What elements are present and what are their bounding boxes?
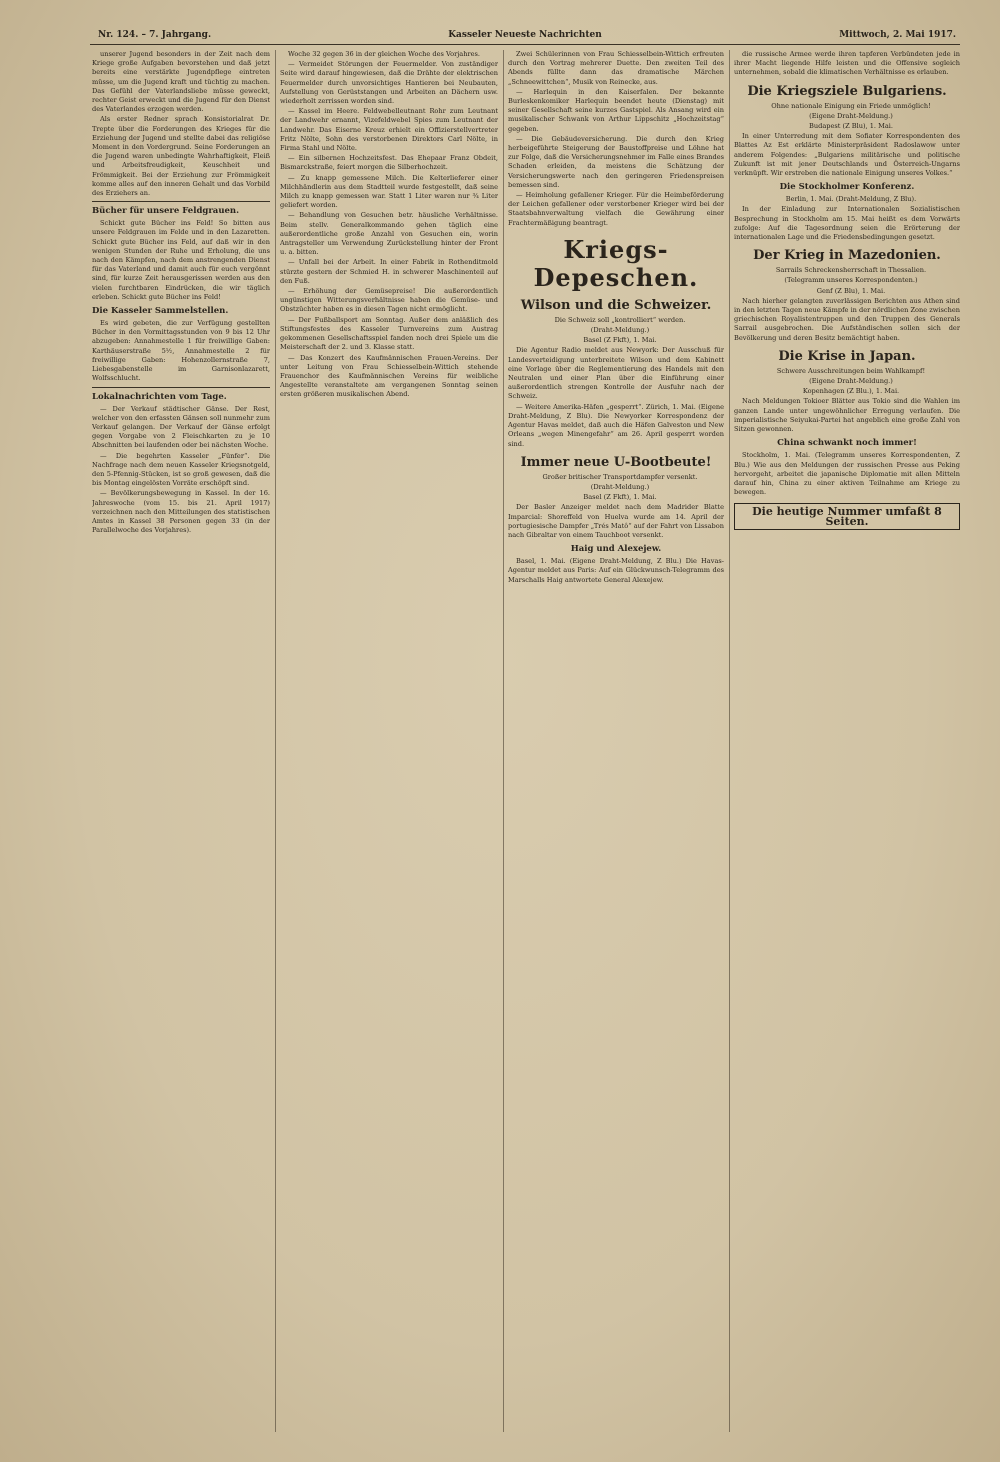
article-paragraph: Basel, 1. Mai. (Eigene Draht-Meldung, Z Blu.) Die Havas-Agentur meldet aus Paris: Auf ein Glückwunsch-Telegramm des Marschalls Haig antwortete General Alexejew. bbox=[508, 557, 724, 584]
article-paragraph: — Behandlung von Gesuchen betr. häusliche Verhältnisse. Beim stellv. Generalkommando gehen täglich eine außerordentliche große Anzahl von Gesuchen ein, worin Antragsteller um Verwendung Zurückstellung hinter der Front u. a. bitten. bbox=[280, 211, 498, 257]
article-paragraph: Nach Meldungen Tokioer Blätter aus Tokio sind die Wahlen im ganzen Lande unter ungewöhnlicher Erregung verlaufen. Die imperialistische Seiyukai-Partei hat angeblich eine große Zahl von Sitzen gewonnen. bbox=[734, 397, 960, 434]
article-paragraph: In einer Unterredung mit dem Sofiater Korrespondenten des Blattes Az Est erklärte Ministerpräsident Radoslawow unter anderem Folgendes: „Bulgariens militärische und politische Zukunft ist mit jener Deutschlands und Österreich-Ungarns verknüpft. Wir erstreben die nationale Einigung unseres Volkes.“ bbox=[734, 132, 960, 178]
source-line: (Draht-Meldung.) bbox=[590, 326, 650, 335]
article-paragraph: Schickt gute Bücher ins Feld! So bitten aus unsere Feldgrauen im Felde und in den Lazaretten. Schickt gute Bücher ins Feld, auf daß wir in den wenigen Stunden der Ruhe und Erholung, die uns nach den Kämpfen, nach dem anstrengenden Dienst für das Vaterland und damit auch für euch vergönnt sind, für kurze Zeit herausgerissen werden aus den vielen furchtbaren Eindrücken, die wir täglich erleben. Schickt gute Bücher ins Feld! bbox=[92, 219, 270, 301]
headline-macedonia: Der Krieg in Mazedonien. bbox=[753, 248, 941, 264]
section-heading: Lokalnachrichten vom Tage. bbox=[92, 391, 227, 402]
article-paragraph: — Bevölkerungsbewegung in Kassel. In der 16. Jahreswoche (vom 15. bis 21. April 1917) verzeichnen nach den Mitteilungen des statistischen Amtes in Kassel 38 Personen gegen 33 (in der Parallelwoche des Vorjahres). bbox=[92, 489, 270, 535]
article-paragraph: Die Agentur Radio meldet aus Newyork: Der Ausschuß für Landesverteidigung unterbreitete Wilson und dem Kabinett eine Vorlage über die Reglementierung des Handels mit den Neutralen und einer Plan über die Einführung einer außerordentlich strengen Kontrolle der Ausfuhr nach der Schweiz. bbox=[508, 346, 724, 401]
paper-name: Kasseler Neueste Nachrichten bbox=[448, 30, 602, 40]
source-line: (Draht-Meldung.) bbox=[590, 482, 650, 491]
dateline: Berlin, 1. Mai. (Draht-Meldung, Z Blu). bbox=[785, 195, 917, 204]
source-line: (Eigene Draht-Meldung.) bbox=[809, 377, 893, 386]
issue-number: Nr. 124. – 7. Jahrgang. bbox=[98, 30, 212, 40]
column-rule bbox=[729, 50, 730, 1432]
headline-japan: Die Krise in Japan. bbox=[778, 348, 916, 364]
article-paragraph: — Ein silbernen Hochzeitsfest. Das Ehepaar Franz Obdeit, Bismarckstraße, feiert morgen die Silberhochzeit. bbox=[280, 154, 498, 172]
article-paragraph: — Unfall bei der Arbeit. In einer Fabrik in Rothenditmold stürzte gestern der Schmied H. in schwerer Maschinenteil auf den Fuß. bbox=[280, 258, 498, 285]
section-heading: Bücher für unsere Feldgrauen. bbox=[92, 206, 240, 217]
subheading: Schwere Ausschreitungen beim Wahlkampf! bbox=[776, 366, 926, 375]
divider bbox=[92, 201, 270, 202]
subheading: Sarrails Schreckensherrschaft in Thessalien. bbox=[775, 266, 927, 275]
column-1 bbox=[92, 50, 270, 1432]
article-paragraph: In der Einladung zur Internationalen Sozialistischen Besprechung in Stockholm am 15. Mai heißt es dem Vorwärts zufolge: Auf die Tagesordnung seien die Erörterung der internationalen Lage und die Friedensbedingungen gesetzt. bbox=[734, 205, 960, 242]
article-paragraph: — Die begehrten Kasseler „Fünfer“. Die Nachfrage nach dem neuen Kasseler Kriegsnotgeld, den 5-Pfennig-Stücken, ist so groß gewesen, daß die bis Montag eingelösten Vorräte erschöpft sind. bbox=[92, 451, 270, 488]
article-paragraph: — Vermeidet Störungen der Feuermelder. Von zuständiger Seite wird darauf hingewiesen, daß die Drähte der elektrischen Feuermelder durch unvorsichtiges Hantieren bei Neubauten, Aufstellung von Gerüststangen und Arbeiten an Dächern usw. wiederholt zerrissen worden sind. bbox=[280, 60, 498, 106]
article-paragraph: Als erster Redner sprach Konsistorialrat Dr. Trepte über die Forderungen des Krieges für die Erziehung der Jugend und stellte dabei das religiöse Moment in den Vordergrund. Seine Forderungen an die Jugend waren unbedingte Wahrhaftigkeit, Fleiß und Arbeitsfreudigkeit, Keuschheit und Frömmigkeit. Bei der Erziehung zur Frömmigkeit komme alles auf den inneren Gehalt und das Vorbild des Erziehers an. bbox=[92, 115, 270, 198]
subheading: Die Schweiz soll „kontrolliert“ werden. bbox=[554, 315, 686, 324]
headline-wilson: Wilson und die Schweizer. bbox=[520, 297, 712, 313]
article-paragraph: — Der Verkauf städtischer Gänse. Der Rest, welcher von den erfassten Gänsen soll nunmehr zum Verkauf gelangen. Der Verkauf der Gänse erfolgt gegen Vorgabe von 2 Fleischkarten zu je 10 Abschnitten bei laufenden oder bei nächsten Woche. bbox=[92, 404, 270, 450]
dateline: Basel (Z Fkft), 1. Mai. bbox=[583, 493, 657, 502]
article-paragraph: Es wird gebeten, die zur Verfügung gestellten Bücher in den Vormittagsstunden von 9 bis 12 Uhr abzugeben: Annahmestelle 1 für freiwillige Gaben: Karthäuserstraße 5½, Annahmestelle 2 für freiwillige Gaben: Hohenzollernstraße 7, Liebesgabenstelle im Garnisonlazarett, Wolfsschlucht. bbox=[92, 319, 270, 383]
subheading: Ohne nationale Einigung ein Friede unmöglich! bbox=[771, 101, 931, 110]
masthead bbox=[90, 28, 960, 45]
article-paragraph: — Kassel im Heere. Feldwebelleutnant Rohr zum Leutnant der Landwehr ernannt, Vizefeldwebel Spies zum Leutnant der Landwehr. Das Eiserne Kreuz erhielt ein Offizierstellvertreter Fritz Nölte, Sohn des verstorbenen Direktors Carl Nölte, in Firma Stahl und Nölte. bbox=[280, 107, 498, 153]
article-paragraph: — Weitere Amerika-Häfen „gesperrt“. Zürich, 1. Mai. (Eigene Draht-Meldung, Z Blu). Die Newyorker Korrespondenz der Agentur Havas meldet, daß auch die Häfen Galveston und New Orleans „wegen Minengefahr“ am 26. April gesperrt worden sind. bbox=[508, 402, 724, 448]
article-paragraph: — Die Gebäudeversicherung. Die durch den Krieg herbeigeführte Steigerung der Baustoffpreise und Löhne hat zur Folge, daß die Versicherungsnehmer im Falle eines Brandes Schaden erleiden, da meistens die Schätzung der Versicherungswerte nach den geringeren Friedenspreisen bemessen sind. bbox=[508, 134, 724, 189]
article-paragraph: — Das Konzert des Kaufmännischen Frauen-Vereins. Der unter Leitung von Frau Schiesselbein-Wittich stehende Frauenchor des Kaufmännischen Vereins für weibliche Angestellte veranstaltete am vergangenen Sonntag seinen ersten größeren musikalischen Abend. bbox=[280, 353, 498, 399]
dateline: Genf (Z Blu), 1. Mai. bbox=[816, 286, 886, 295]
article-paragraph: — Heimholung gefallener Krieger. Für die Heimbeförderung der Leichen gefallener oder verstorbener Krieger wird bei der Staatsbahnverwaltung vielfach die Gewährung einer Frachtermäßigung beantragt. bbox=[508, 191, 724, 227]
article-paragraph: Der Basler Anzeiger meldet nach dem Madrider Blatte Imparcial: Shoreffeld von Huelva wurde am 14. April der portugiesische Dampfer „Trés Matô“ auf der Fahrt von Lissabon nach Gibraltar von einem Tauchboot versenkt. bbox=[508, 503, 724, 539]
article-paragraph: unserer Jugend besonders in der Zeit nach dem Kriege große Aufgaben bevorstehen und daß jetzt bereits eine verstärkte Jugendpflege eintreten müsse, um die Jugend kraft und tüchtig zu machen. Das Gefühl der Vaterlandsliebe müsse geweckt, rechter Geist erweckt und die Jugend für den Dienst des Vaterlandes erzogen werden. bbox=[92, 50, 270, 114]
war-dispatches-heading: Kriegs-Depeschen. bbox=[533, 234, 699, 292]
source-line: (Eigene Draht-Meldung.) bbox=[809, 111, 893, 120]
article-paragraph: — Erhöhung der Gemüsepreise! Die außerordentlich ungünstigen Witterungsverhältnisse haben die Gemüse- und Obstzüchter haben es in diesen Tagen nicht ermöglicht. bbox=[280, 287, 498, 314]
dateline: Kopenhagen (Z Blu.), 1. Mai. bbox=[802, 387, 900, 396]
headline-bulgaria: Die Kriegsziele Bulgariens. bbox=[747, 83, 947, 99]
headline-stockholm: Die Stockholmer Konferenz. bbox=[779, 182, 915, 193]
section-heading: Die Kasseler Sammelstellen. bbox=[92, 306, 229, 317]
article-paragraph: Woche 32 gegen 36 in der gleichen Woche des Vorjahres. bbox=[288, 50, 481, 58]
column-4 bbox=[734, 50, 960, 1432]
article-paragraph: Nach hierher gelangten zuverlässigen Berichten aus Athen sind in den letzten Tagen neue Kämpfe in der nördlichen Zone zwischen griechischen Royalistentruppen und den Truppen des Generals Sarrail ausgebrochen. Die Aufständischen sollen sich der Bevölkerung und deren Besitz bemächtigt haben. bbox=[734, 296, 960, 342]
headline-uboot: Immer neue U-Bootbeute! bbox=[520, 454, 712, 470]
page-count-notice: Die heutige Nummer umfaßt 8 Seiten. bbox=[734, 503, 960, 529]
column-3 bbox=[508, 50, 724, 1432]
divider bbox=[92, 387, 270, 388]
subheading: Großer britischer Transportdampfer versenkt. bbox=[542, 472, 698, 481]
issue-date: Mittwoch, 2. Mai 1917. bbox=[839, 30, 956, 40]
dateline: Basel (Z Fkft), 1. Mai. bbox=[583, 336, 657, 345]
column-rule bbox=[503, 50, 504, 1432]
dateline: Budapest (Z Blu), 1. Mai. bbox=[809, 122, 893, 131]
headline-china: China schwankt noch immer! bbox=[777, 438, 917, 449]
article-paragraph: die russische Armee werde ihren tapferen Verbündeten jede in ihrer Macht liegende Hilfe leisten und die Offensive sogleich unternehmen, sobald die klimatischen Verhältnisse es erlauben. bbox=[734, 50, 960, 77]
article-paragraph: Zwei Schülerinnen von Frau Schiesselbein-Wittich erfreuten durch den Vortrag mehrerer Duette. Den zweiten Teil des Abends füllte dann das dramatische Märchen „Schneewittchen“, Musik von Reinecke, aus. bbox=[508, 50, 724, 86]
article-paragraph: — Harlequin in den Kaiserfalen. Der bekannte Burleskenkomiker Harlequin beendet heute (Dienstag) mit seiner Gesellschaft seine kurzes Gastspiel. Als Ansang wird ein musikalischer Schwank von Arthur Lippschitz „Hochzeitstag“ gegeben. bbox=[508, 87, 724, 133]
column-rule bbox=[275, 50, 276, 1432]
column-2 bbox=[280, 50, 498, 1432]
source-line: (Telegramm unseres Korrespondenten.) bbox=[784, 276, 918, 285]
article-paragraph: — Zu knapp gemessene Milch. Die Kelterlieferer einer Milchhändlerin aus dem Stadtteil wurde festgestellt, daß seine Milch zu knapp gemessen war. Statt 1 Liter waren nur ¾ Liter geliefert worden. bbox=[280, 173, 498, 210]
headline-haig: Haig und Alexejew. bbox=[570, 544, 662, 555]
article-paragraph: Stockholm, 1. Mai. (Telegramm unseres Korrespondenten, Z Blu.) Wie aus den Meldungen der russischen Presse aus Peking hervorgeht, arbeitet die japanische Diplomatie mit allen Mitteln darauf hin, China zu einer aktiven Teilnahme am Kriege zu bewegen. bbox=[734, 451, 960, 497]
article-paragraph: — Der Fußballsport am Sonntag. Außer dem anläßlich des Stiftungsfestes des Kasseler Turnvereins zum Austrag gekommenen Gesellschaftsspiel fanden noch drei Spiele um die Meisterschaft der 2. und 3. Klasse statt. bbox=[280, 315, 498, 352]
